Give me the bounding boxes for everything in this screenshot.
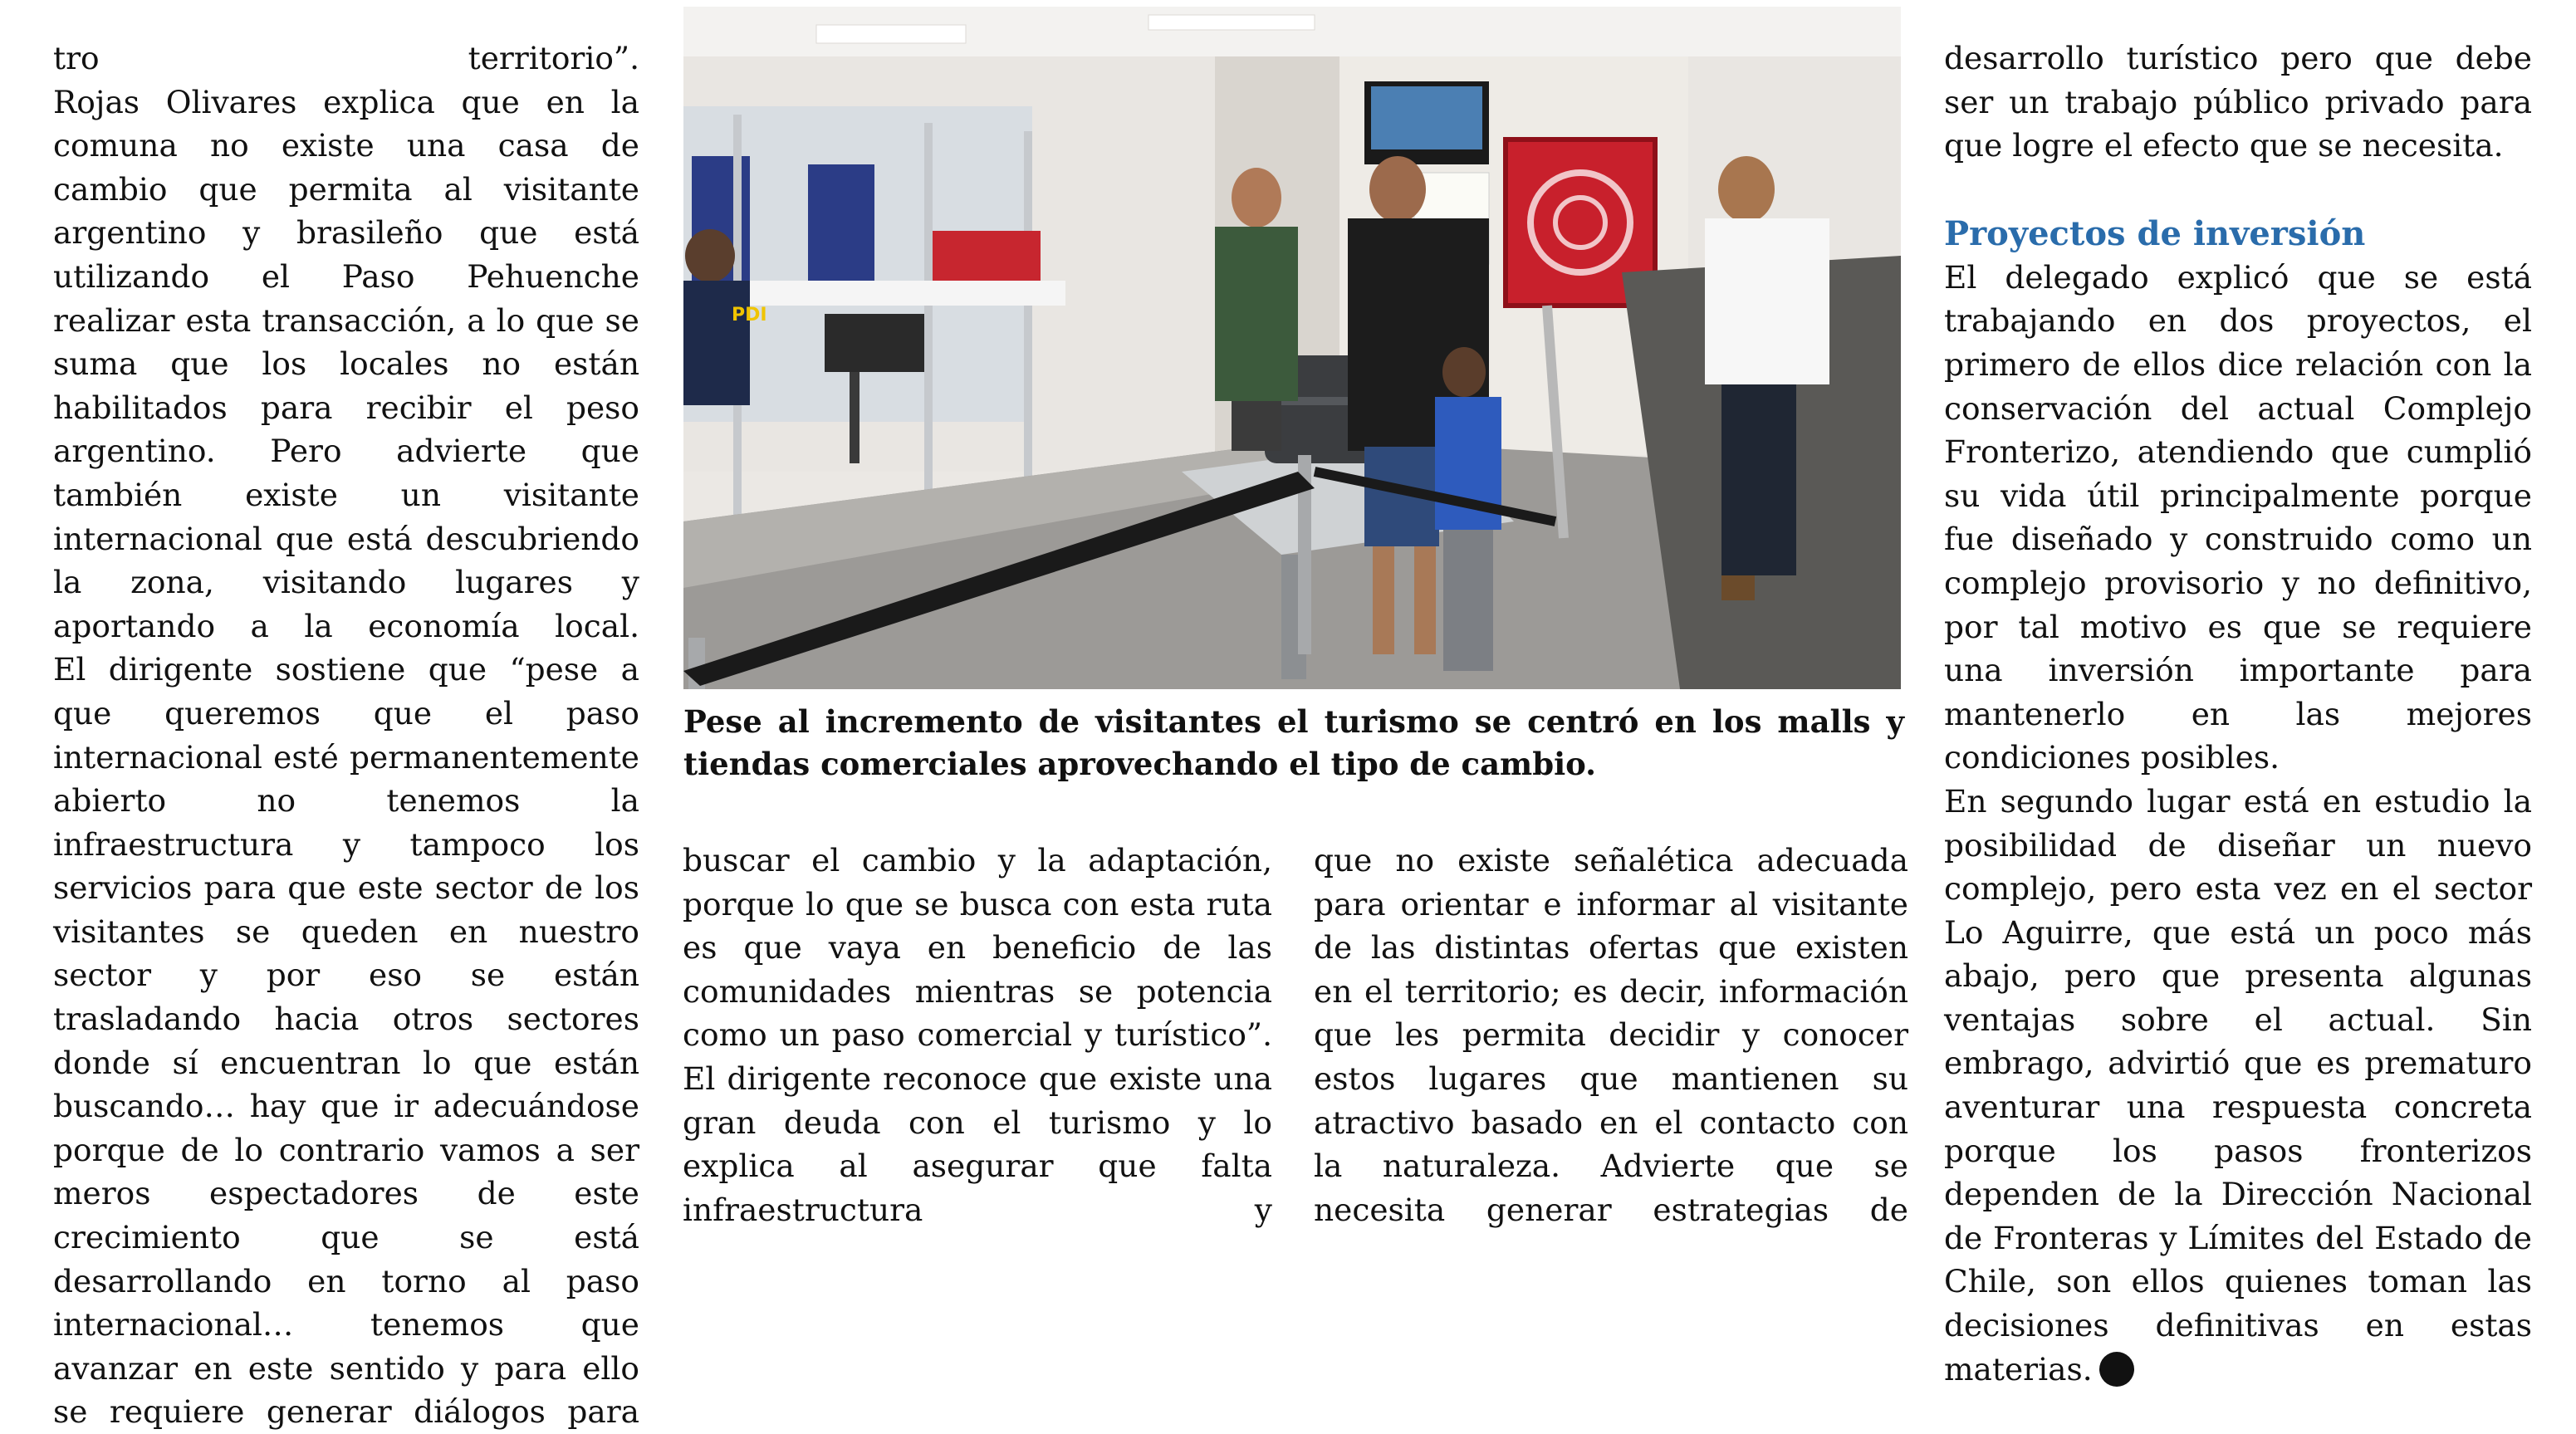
paragraph: que no existe señalética adecuada para orientar e informar al visitante de las distintas ofertas que existen en el territorio; es decir, información que les permita decidir y conocer estos lugares que mantienen su atractivo basado en el contacto con la naturaleza. Advierte que se necesita generar estrategias de [1314,842,1908,1228]
article-column-3 [1314,839,1908,1231]
end-of-article-dot-icon [2099,1352,2134,1387]
photo-caption: Pese al incremento de visitantes el turismo se centró en los malls y tiendas comerciales aprovechando el tipo de cambio. [683,703,1904,782]
vest-patch-label: PDI [732,305,767,325]
paragraph [1944,780,2532,1391]
article-column-1 [53,37,639,1434]
paragraph: El delegado explicó que se está trabajando en dos proyectos, el primero de ellos dice relación con la conservación del actual Complejo Fronterizo, atendiendo que cumplió su vida útil principalmente porque fue diseñado y construido como un complejo provisorio y no definitivo, por tal motivo es que se requiere una inversión importante para mantenerlo en las mejores condiciones posibles. [1944,258,2532,776]
paragraph: El dirigente reconoce que existe una gran deuda con el turismo y lo explica al asegurar que falta infraestructura y [683,1060,1272,1228]
paragraph: desarrollo turístico pero que debe ser un trabajo público privado para que logre el efecto que se necesita. [1944,40,2532,164]
paragraph-text: En segundo lugar está en estudio la posibilidad de diseñar un nuevo complejo, pero esta vez en el sector Lo Aguirre, que está un poco más abajo, pero que presenta algunas ventajas sobre el actual. Sin embrago, advirtió que es prematuro aventurar una respuesta concreta porque los pasos fronterizos dependen de la Dirección Nacional de Fronteras y Límites del Estado de Chile, son ellos quienes toman las decisiones definitivas en estas materias. [1944,782,2532,1388]
article-photo [683,7,1901,689]
paragraph: buscar el cambio y la adaptación, porque lo que se busca con esta ruta es que vaya en beneficio de las comunidades mientras se potencia como un paso comercial y turístico”. [683,842,1272,1054]
paragraph: El dirigente sostiene que “pese a que queremos que el paso internacional esté permanentemente abierto no tenemos la infraestructura y tampoco los servicios para que este sector de los visitantes se queden en nuestro sector y por eso se están trasladando hacia otros sectores donde sí encuentran lo que están buscando… hay que ir adecuándose porque de lo contrario vamos a ser meros espectadores de este crecimiento que se está desarrollando en torno al paso internacional… tenemos que avanzar en este sentido y para ello se requiere generar diálogos para [53,651,639,1431]
article-column-2 [683,839,1272,1231]
section-heading: Proyectos de inversión [1944,213,2366,253]
paragraph: Rojas Olivares explica que en la comuna no existe una casa de cambio que permita al visitante argentino y brasileño que está utilizando el Paso Pehuenche realizar esta transacción, a lo que se suma que los locales no están habilitados para recibir el peso argentino. Pero advierte que también existe un visitante internacional que está descubriendo la zona, visitando lugares y aportando a la economía local. [53,83,639,644]
article-column-4 [1944,37,2532,1391]
paragraph: tro territorio”. [53,40,639,76]
